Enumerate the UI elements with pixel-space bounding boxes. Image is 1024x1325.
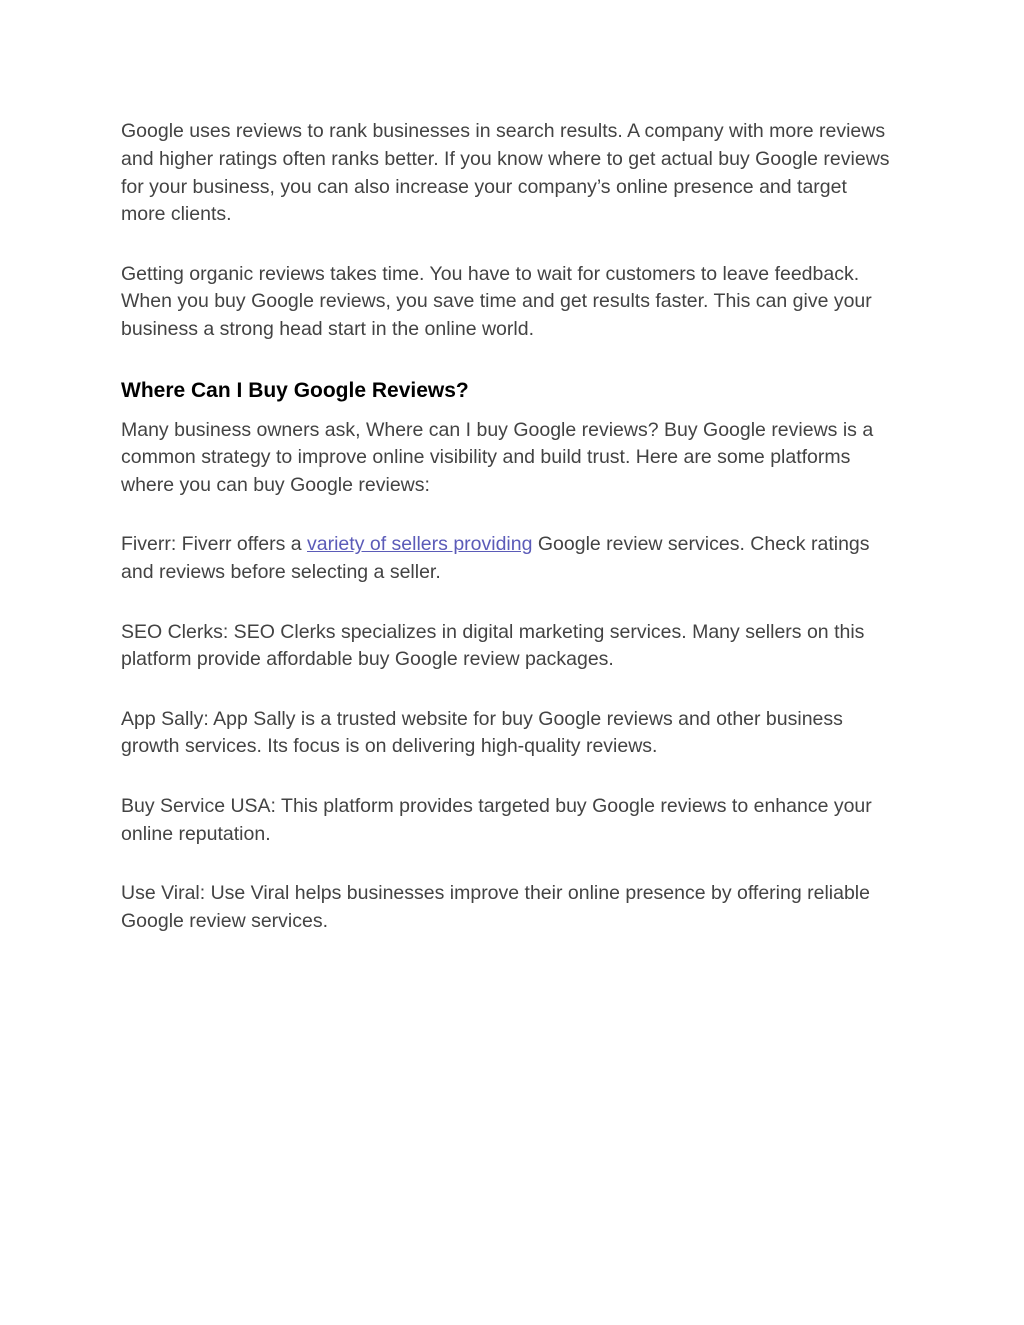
section-intro-paragraph: Many business owners ask, Where can I buy Google reviews? Buy Google reviews is a common strategy to improve online visibility and build trust. Here are some platforms where you can buy Google reviews: (121, 418, 874, 497)
fiverr-sellers-link[interactable]: variety of sellers providing (307, 533, 533, 556)
document-body (121, 118, 896, 967)
platform-buy-service-usa: Buy Service USA: This platform provides targeted buy Google reviews to enhance your online reputation. (121, 794, 872, 845)
intro-paragraph-1: Google uses reviews to rank businesses in search results. A company with more reviews and higher ratings often ranks better. If you know where to get actual buy Google reviews for your business, you can also increase your company’s online presence and target more clients. (121, 120, 890, 226)
section-heading: Where Can I Buy Google Reviews? (121, 378, 469, 402)
fiverr-text-before: Fiverr: Fiverr offers a (121, 533, 308, 556)
platform-seo-clerks: SEO Clerks: SEO Clerks specializes in digital marketing services. Many sellers on this platform provide affordable buy Google review packages. (121, 620, 865, 671)
platform-use-viral: Use Viral: Use Viral helps businesses improve their online presence by offering reliable Google review services. (121, 881, 870, 932)
platform-fiverr (121, 531, 896, 587)
fiverr-text-after: Google review services. Check ratings and reviews before selecting a seller. (121, 533, 870, 584)
platform-app-sally: App Sally: App Sally is a trusted website for buy Google reviews and other business growth services. Its focus is on delivering high-quality reviews. (121, 707, 843, 758)
intro-paragraph-2: Getting organic reviews takes time. You have to wait for customers to leave feedback. When you buy Google reviews, you save time and get results faster. This can give your business a strong head start in the online world. (121, 262, 872, 341)
